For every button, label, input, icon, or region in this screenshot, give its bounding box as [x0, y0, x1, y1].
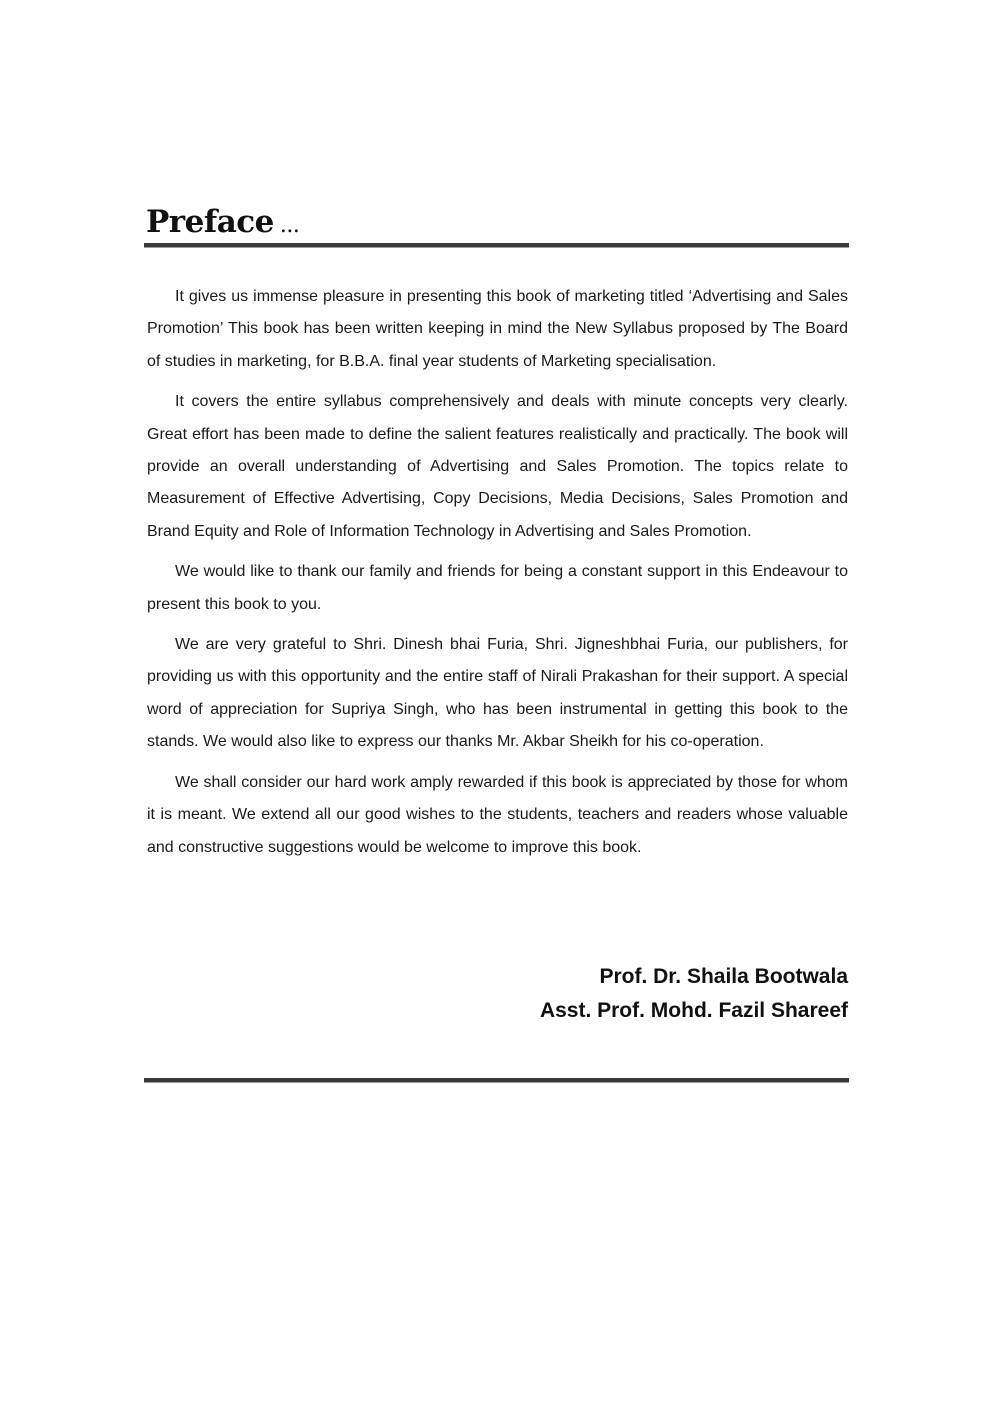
page-title-text: Preface [146, 204, 274, 240]
paragraph-2: It covers the entire syllabus comprehensively and deals with minute concepts very clearly. Great effort has been made to define the salient features realistically and practically. The book will provide an overall understanding of Advertising and Sales Promotion. The topics relate to Measurement of Effective Advertising, Copy Decisions, Media Decisions, Sales Promotion and Brand Equity and Role of Information Technology in Advertising and Sales Promotion. [147, 393, 848, 540]
top-divider [144, 243, 849, 247]
author-signatures [540, 960, 848, 1028]
preface-body [147, 281, 848, 872]
paragraph-1: It gives us immense pleasure in presenting this book of marketing titled ‘Advertising and Sales Promotion’ This book has been written keeping in mind the New Syllabus proposed by The Board of studies in marketing, for B.B.A. final year students of Marketing specialisation. [147, 288, 848, 370]
author-2: Asst. Prof. Mohd. Fazil Shareef [539, 999, 848, 1022]
title-ellipsis: ... [279, 213, 300, 238]
paragraph-5: We shall consider our hard work amply rewarded if this book is appreciated by those for whom it is meant. We extend all our good wishes to the students, teachers and readers whose valuable and constructive suggestions would be welcome to improve this book. [147, 773, 848, 856]
paragraph-3: We would like to thank our family and friends for being a constant support in this Endeavour to present this book to you. [147, 563, 848, 613]
page-title [146, 202, 299, 246]
bottom-divider [144, 1078, 849, 1082]
author-1: Prof. Dr. Shaila Bootwala [599, 965, 848, 988]
paragraph-4: We are very grateful to Shri. Dinesh bhai Furia, Shri. Jigneshbhai Furia, our publishers, for providing us with this opportunity and the entire staff of Nirali Prakashan for their support. A special word of appreciation for Supriya Singh, who has been instrumental in getting this book to the stands. We would also like to express our thanks Mr. Akbar Sheikh for his co-operation. [147, 636, 848, 751]
